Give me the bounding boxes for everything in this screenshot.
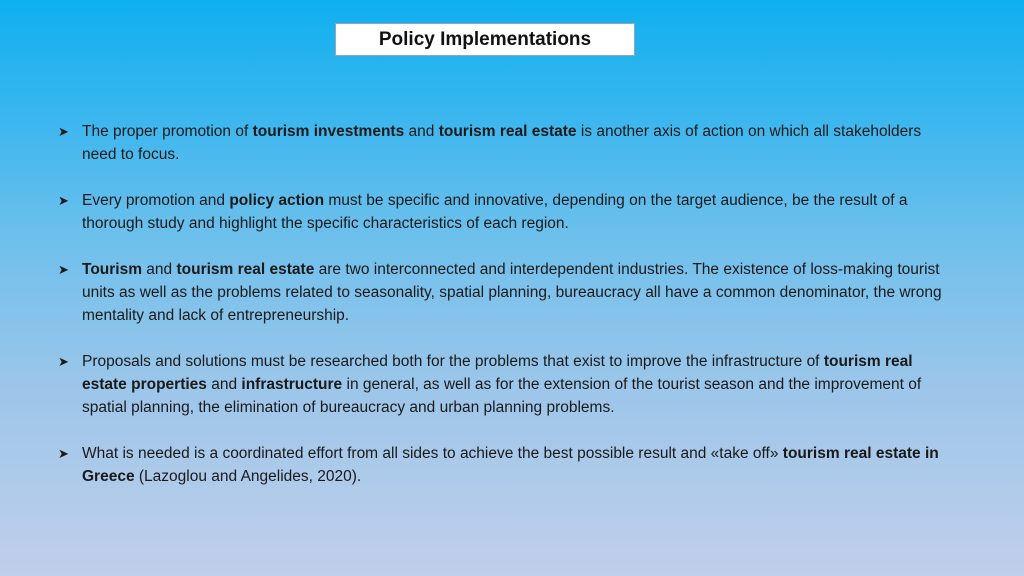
bullet-item [58, 442, 958, 488]
bullet-text-segment: tourism investments [252, 123, 405, 140]
bullet-text-segment: is another axis of action on which all stakeholders need to focus. [82, 123, 922, 163]
bullet-text-segment: tourism real estate in Greece [82, 445, 939, 485]
slide-title: Policy Implementations [378, 28, 592, 50]
bullet-list [58, 120, 958, 511]
bullet-item [58, 258, 958, 327]
bullet-text-segment: tourism real estate [438, 123, 577, 140]
arrow-right-icon: ➤ [58, 446, 69, 461]
bullet-text-segment: and [142, 261, 177, 278]
bullet-text-segment: and [206, 376, 242, 393]
bullet-text-segment: are two interconnected and interdependent industries. The existence of loss-making tourist units as well as the problems related to seasonality, spatial planning, bureaucracy all have a common denominator, the wrong mentality and lack of entrepreneurship. [82, 261, 942, 324]
bullet-text-segment: Tourism [82, 261, 142, 278]
bullet-text-segment: What is needed is a coordinated effort from all sides to achieve the best possible result and «take off» [82, 445, 783, 462]
bullet-item [58, 350, 958, 419]
bullet-text-segment: policy action [229, 192, 325, 209]
bullet-text-segment: tourism real estate properties [82, 353, 913, 393]
arrow-right-icon: ➤ [58, 124, 69, 139]
bullet-text-segment: infrastructure [241, 376, 343, 393]
arrow-right-icon: ➤ [58, 262, 69, 277]
bullet-text-segment: must be specific and innovative, depending on the target audience, be the result of a thorough study and highlight the specific characteristics of each region. [82, 192, 908, 232]
bullet-text-segment: Every promotion and [82, 192, 230, 209]
bullet-item [58, 120, 958, 166]
bullet-text-segment: and [404, 123, 439, 140]
bullet-item [58, 189, 958, 235]
arrow-right-icon: ➤ [58, 354, 69, 369]
bullet-text-segment: The proper promotion of [82, 123, 253, 140]
bullet-text-segment: (Lazoglou and Angelides, 2020). [134, 468, 362, 485]
arrow-right-icon: ➤ [58, 193, 69, 208]
bullet-text-segment: in general, as well as for the extension of the tourist season and the improvement of spatial planning, the elimination of bureaucracy and urban planning problems. [82, 376, 922, 416]
bullet-text-segment: tourism real estate [176, 261, 315, 278]
slide-title-box [335, 23, 635, 56]
bullet-text-segment: Proposals and solutions must be researched both for the problems that exist to improve the infrastructure of [82, 353, 824, 370]
